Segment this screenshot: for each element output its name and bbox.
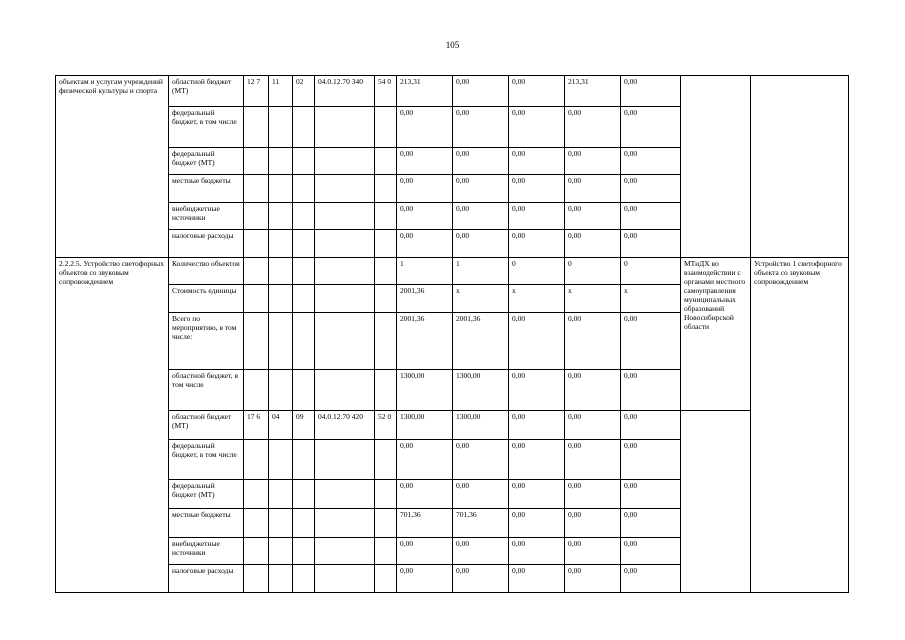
classification-csr-cell: 04.0.12.70 340 xyxy=(315,76,375,107)
classification-vr-cell xyxy=(375,370,397,411)
funding-source-cell: налоговые расходы xyxy=(169,230,244,258)
classification-vr-cell xyxy=(375,106,397,147)
classification-vr-cell xyxy=(375,147,397,175)
amount-v3-cell: 0,00 xyxy=(509,106,565,147)
amount-v3-cell: 0,00 xyxy=(509,312,565,369)
amount-v5-cell: 0 xyxy=(621,257,681,285)
classification-rz-cell xyxy=(269,537,293,565)
page-number: 105 xyxy=(445,40,460,50)
classification-vr-cell xyxy=(375,230,397,258)
classification-rz-cell xyxy=(269,565,293,593)
amount-v2-cell: 0,00 xyxy=(453,106,509,147)
amount-v5-cell: 0,00 xyxy=(621,147,681,175)
amount-v5-cell: 0,00 xyxy=(621,411,681,440)
executor-cell: МТиДХ во взаимодействии с органами местного самоуправления муниципальных образований Новосибирской области xyxy=(681,257,751,410)
amount-v3-cell: 0,00 xyxy=(509,480,565,509)
funding-source-cell: Всего по мероприятию, в том числе: xyxy=(169,312,244,369)
amount-v3-cell: 0,00 xyxy=(509,202,565,230)
classification-csr-cell xyxy=(315,509,375,538)
classification-pr-cell xyxy=(293,285,315,313)
amount-v1-cell: 0,00 xyxy=(397,480,453,509)
classification-grbs-cell xyxy=(244,257,269,285)
amount-v1-cell: 1300,00 xyxy=(397,411,453,440)
classification-csr-cell xyxy=(315,106,375,147)
amount-v2-cell: 0,00 xyxy=(453,147,509,175)
funding-source-cell: Количество объектов xyxy=(169,257,244,285)
classification-csr-cell xyxy=(315,537,375,565)
classification-csr-cell: 04.0.12.70 420 xyxy=(315,411,375,440)
amount-v4-cell: х xyxy=(565,285,621,313)
classification-rz-cell: 04 xyxy=(269,411,293,440)
amount-v2-cell: х xyxy=(453,285,509,313)
classification-csr-cell xyxy=(315,370,375,411)
classification-grbs-cell xyxy=(244,439,269,480)
classification-pr-cell xyxy=(293,147,315,175)
classification-grbs-cell: 17 6 xyxy=(244,411,269,440)
classification-rz-cell xyxy=(269,106,293,147)
classification-rz-cell xyxy=(269,202,293,230)
funding-source-cell: областной бюджет (МТ) xyxy=(169,411,244,440)
amount-v4-cell: 0,00 xyxy=(565,370,621,411)
amount-v4-cell: 0,00 xyxy=(565,480,621,509)
classification-pr-cell xyxy=(293,230,315,258)
amount-v2-cell: 0,00 xyxy=(453,480,509,509)
executor-cell xyxy=(681,76,751,258)
amount-v3-cell: 0,00 xyxy=(509,509,565,538)
amount-v5-cell: 0,00 xyxy=(621,76,681,107)
classification-rz-cell xyxy=(269,147,293,175)
classification-vr-cell xyxy=(375,312,397,369)
classification-csr-cell xyxy=(315,480,375,509)
executor-cell-empty xyxy=(681,411,751,593)
amount-v2-cell: 0,00 xyxy=(453,537,509,565)
amount-v1-cell: 0,00 xyxy=(397,230,453,258)
amount-v1-cell: 0,00 xyxy=(397,202,453,230)
funding-source-cell: областной бюджет (МТ) xyxy=(169,76,244,107)
amount-v5-cell: 0,00 xyxy=(621,480,681,509)
funding-source-cell: внебюджетные источники xyxy=(169,537,244,565)
amount-v5-cell: 0,00 xyxy=(621,106,681,147)
funding-source-cell: Стоимость единицы xyxy=(169,285,244,313)
classification-vr-cell xyxy=(375,480,397,509)
amount-v2-cell: 1300,00 xyxy=(453,370,509,411)
amount-v3-cell: 0 xyxy=(509,257,565,285)
amount-v3-cell: 0,00 xyxy=(509,537,565,565)
classification-grbs-cell xyxy=(244,537,269,565)
classification-pr-cell xyxy=(293,202,315,230)
classification-grbs-cell xyxy=(244,147,269,175)
classification-rz-cell xyxy=(269,509,293,538)
classification-grbs-cell xyxy=(244,565,269,593)
amount-v4-cell: 0,00 xyxy=(565,565,621,593)
classification-csr-cell xyxy=(315,175,375,203)
funding-source-cell: федеральный бюджет (МТ) xyxy=(169,480,244,509)
classification-grbs-cell xyxy=(244,312,269,369)
classification-vr-cell xyxy=(375,285,397,313)
amount-v3-cell: 0,00 xyxy=(509,411,565,440)
classification-pr-cell xyxy=(293,257,315,285)
amount-v2-cell: 2001,36 xyxy=(453,312,509,369)
amount-v3-cell: х xyxy=(509,285,565,313)
classification-vr-cell xyxy=(375,202,397,230)
funding-source-cell: местные бюджеты xyxy=(169,509,244,538)
classification-csr-cell xyxy=(315,147,375,175)
amount-v1-cell: 2001,36 xyxy=(397,285,453,313)
budget-table xyxy=(55,75,849,593)
amount-v1-cell: 1300,00 xyxy=(397,370,453,411)
amount-v4-cell: 0,00 xyxy=(565,537,621,565)
table-row xyxy=(56,257,849,285)
amount-v1-cell: 0,00 xyxy=(397,537,453,565)
classification-rz-cell xyxy=(269,439,293,480)
funding-source-cell: федеральный бюджет, в том числе xyxy=(169,106,244,147)
classification-rz-cell xyxy=(269,480,293,509)
classification-grbs-cell xyxy=(244,230,269,258)
classification-rz-cell xyxy=(269,370,293,411)
amount-v2-cell: 0,00 xyxy=(453,202,509,230)
amount-v5-cell: 0,00 xyxy=(621,509,681,538)
classification-csr-cell xyxy=(315,257,375,285)
classification-csr-cell xyxy=(315,230,375,258)
amount-v1-cell: 1 xyxy=(397,257,453,285)
amount-v5-cell: 0,00 xyxy=(621,312,681,369)
classification-rz-cell xyxy=(269,285,293,313)
classification-grbs-cell xyxy=(244,106,269,147)
classification-grbs-cell xyxy=(244,175,269,203)
amount-v1-cell: 213,31 xyxy=(397,76,453,107)
classification-pr-cell xyxy=(293,509,315,538)
amount-v2-cell: 0,00 xyxy=(453,175,509,203)
classification-grbs-cell xyxy=(244,202,269,230)
funding-source-cell: налоговые расходы xyxy=(169,565,244,593)
amount-v2-cell: 1 xyxy=(453,257,509,285)
amount-v4-cell: 0,00 xyxy=(565,106,621,147)
amount-v4-cell: 0,00 xyxy=(565,439,621,480)
amount-v3-cell: 0,00 xyxy=(509,370,565,411)
classification-csr-cell xyxy=(315,202,375,230)
amount-v1-cell: 0,00 xyxy=(397,106,453,147)
classification-grbs-cell xyxy=(244,370,269,411)
classification-vr-cell: 52 0 xyxy=(375,411,397,440)
amount-v1-cell: 0,00 xyxy=(397,565,453,593)
classification-rz-cell xyxy=(269,312,293,369)
classification-pr-cell xyxy=(293,312,315,369)
amount-v4-cell: 0,00 xyxy=(565,230,621,258)
amount-v4-cell: 0,00 xyxy=(565,312,621,369)
classification-grbs-cell xyxy=(244,285,269,313)
table-row xyxy=(56,411,849,440)
classification-pr-cell xyxy=(293,439,315,480)
classification-vr-cell xyxy=(375,439,397,480)
amount-v3-cell: 0,00 xyxy=(509,439,565,480)
amount-v5-cell: 0,00 xyxy=(621,230,681,258)
classification-grbs-cell: 12 7 xyxy=(244,76,269,107)
measure-name-cell: 2.2.2.5. Устройство светофорных объектов со звуковым сопровождением xyxy=(56,257,169,592)
amount-v2-cell: 0,00 xyxy=(453,565,509,593)
amount-v4-cell: 213,31 xyxy=(565,76,621,107)
classification-vr-cell xyxy=(375,175,397,203)
amount-v4-cell: 0,00 xyxy=(565,175,621,203)
amount-v4-cell: 0,00 xyxy=(565,509,621,538)
amount-v5-cell: х xyxy=(621,285,681,313)
funding-source-cell: федеральный бюджет, в том числе xyxy=(169,439,244,480)
classification-csr-cell xyxy=(315,439,375,480)
amount-v4-cell: 0,00 xyxy=(565,147,621,175)
amount-v1-cell: 0,00 xyxy=(397,175,453,203)
measure-name-cell: объектам и услугам учреждений физической культуры и спорта xyxy=(56,76,169,258)
amount-v5-cell: 0,00 xyxy=(621,175,681,203)
amount-v3-cell: 0,00 xyxy=(509,230,565,258)
amount-v5-cell: 0,00 xyxy=(621,202,681,230)
classification-pr-cell xyxy=(293,537,315,565)
classification-csr-cell xyxy=(315,285,375,313)
amount-v4-cell: 0,00 xyxy=(565,411,621,440)
classification-pr-cell xyxy=(293,370,315,411)
classification-pr-cell: 02 xyxy=(293,76,315,107)
amount-v2-cell: 0,00 xyxy=(453,439,509,480)
amount-v1-cell: 0,00 xyxy=(397,147,453,175)
amount-v4-cell: 0,00 xyxy=(565,202,621,230)
classification-grbs-cell xyxy=(244,480,269,509)
classification-vr-cell: 54 0 xyxy=(375,76,397,107)
funding-source-cell: областной бюджет, в том числе xyxy=(169,370,244,411)
classification-pr-cell: 09 xyxy=(293,411,315,440)
classification-pr-cell xyxy=(293,565,315,593)
classification-csr-cell xyxy=(315,312,375,369)
amount-v4-cell: 0 xyxy=(565,257,621,285)
amount-v2-cell: 0,00 xyxy=(453,76,509,107)
classification-rz-cell xyxy=(269,230,293,258)
table-row xyxy=(56,76,849,107)
classification-pr-cell xyxy=(293,480,315,509)
amount-v3-cell: 0,00 xyxy=(509,565,565,593)
amount-v1-cell: 2001,36 xyxy=(397,312,453,369)
result-cell xyxy=(751,76,849,258)
funding-source-cell: местные бюджеты xyxy=(169,175,244,203)
amount-v3-cell: 0,00 xyxy=(509,76,565,107)
classification-vr-cell xyxy=(375,565,397,593)
classification-vr-cell xyxy=(375,537,397,565)
amount-v2-cell: 0,00 xyxy=(453,230,509,258)
classification-rz-cell xyxy=(269,257,293,285)
amount-v5-cell: 0,00 xyxy=(621,439,681,480)
amount-v3-cell: 0,00 xyxy=(509,175,565,203)
amount-v2-cell: 1300,00 xyxy=(453,411,509,440)
classification-grbs-cell xyxy=(244,509,269,538)
classification-vr-cell xyxy=(375,509,397,538)
amount-v5-cell: 0,00 xyxy=(621,370,681,411)
result-cell: Устройство 1 светофорного объекта со звуковым сопровождением xyxy=(751,257,849,592)
funding-source-cell: федеральный бюджет (МТ) xyxy=(169,147,244,175)
classification-rz-cell: 11 xyxy=(269,76,293,107)
amount-v2-cell: 701,36 xyxy=(453,509,509,538)
amount-v5-cell: 0,00 xyxy=(621,537,681,565)
amount-v1-cell: 0,00 xyxy=(397,439,453,480)
classification-pr-cell xyxy=(293,106,315,147)
classification-vr-cell xyxy=(375,257,397,285)
amount-v3-cell: 0,00 xyxy=(509,147,565,175)
classification-csr-cell xyxy=(315,565,375,593)
classification-rz-cell xyxy=(269,175,293,203)
funding-source-cell: внебюджетные источники xyxy=(169,202,244,230)
amount-v5-cell: 0,00 xyxy=(621,565,681,593)
amount-v1-cell: 701,36 xyxy=(397,509,453,538)
classification-pr-cell xyxy=(293,175,315,203)
